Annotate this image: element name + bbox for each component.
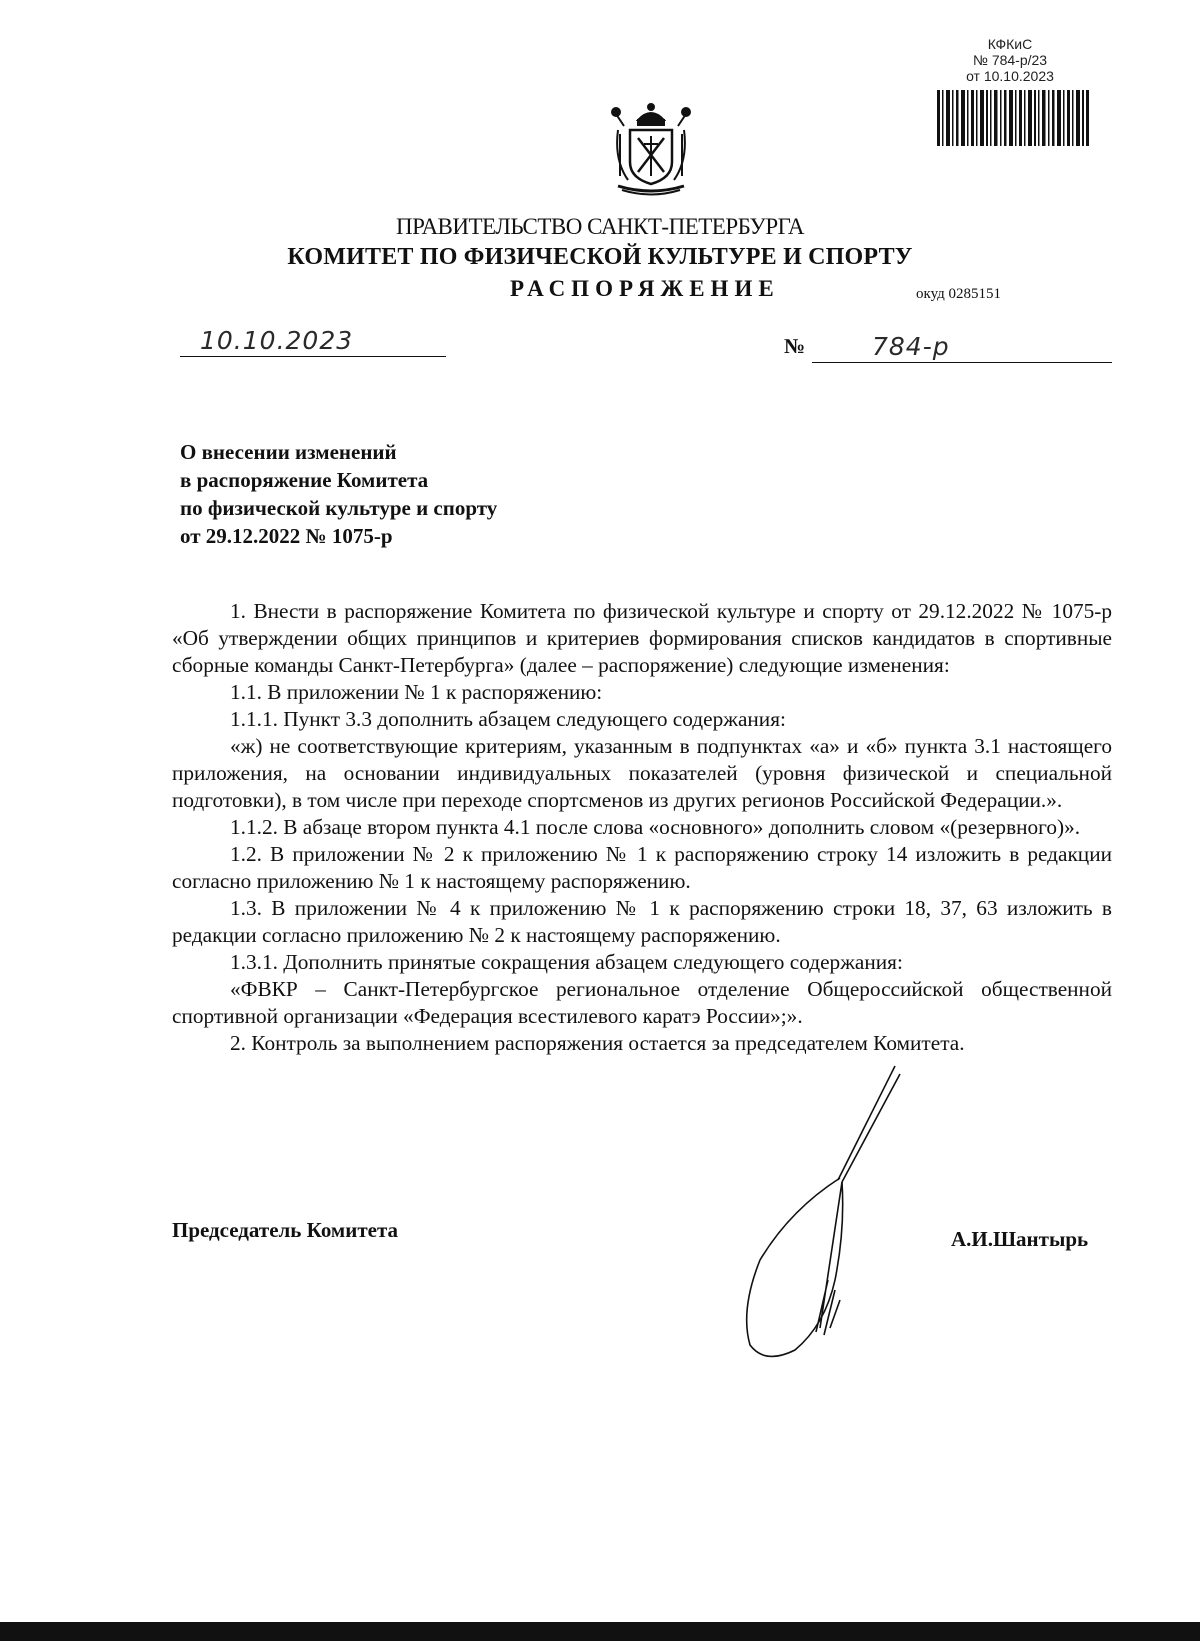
scan-border (0, 1622, 1200, 1641)
number-label: № (784, 334, 806, 358)
barcode-icon (937, 90, 1089, 146)
body-paragraph: 1. Внести в распоряжение Комитета по физической культуре и спорту от 29.12.2022 № 1075-р «Об утверждении общих принципов и критериев формирования списков кандидатов в спортивные сборные команды Санкт-Петербурга» (далее – распоряжение) следующие изменения: (172, 599, 1112, 677)
body-paragraph: 1.1.2. В абзаце втором пункта 4.1 после слова «основного» дополнить словом «(резервного)». (230, 815, 1081, 839)
body-paragraph: «ж) не соответствующие критериям, указанным в подпунктах «а» и «б» пункта 3.1 настоящего приложения, на основании индивидуальных показателей (уровня физической и специальной подготовки), в том числе при переходе спортсменов из других регионов Российской Федерации.». (172, 734, 1112, 812)
signer-title: Председатель Комитета (172, 1218, 399, 1242)
handwritten-signature-icon (720, 1060, 920, 1370)
stamp-number: № 784-р/23 (972, 52, 1048, 68)
stamp-date: от 10.10.2023 (966, 68, 1054, 84)
document-number: 784-р (872, 332, 950, 361)
body-paragraph: 1.1.1. Пункт 3.3 дополнить абзацем следующего содержания: (230, 707, 786, 731)
coat-of-arms-icon (608, 100, 694, 196)
body-paragraph: 1.3.1. Дополнить принятые сокращения абзацем следующего содержания: (230, 950, 903, 974)
body-paragraph: «ФВКР – Санкт-Петербургское региональное отделение Общероссийской общественной спортивной организации «Федерация всестилевого каратэ России»;». (172, 977, 1112, 1028)
body-paragraph: 1.2. В приложении № 2 к приложению № 1 к распоряжению строку 14 изложить в редакции согласно приложению № 1 к настоящему распоряжению. (172, 842, 1112, 893)
signer-name: А.И.Шантырь (951, 1227, 1089, 1251)
subject-line: от 29.12.2022 № 1075-р (180, 524, 393, 548)
stamp-org: КФКиС (987, 36, 1033, 52)
document-body (172, 598, 1112, 1057)
body-paragraph: 2. Контроль за выполнением распоряжения остается за председателем Комитета. (230, 1031, 965, 1055)
committee-name: КОМИТЕТ ПО ФИЗИЧЕСКОЙ КУЛЬТУРЕ И СПОРТУ (287, 244, 913, 270)
registration-stamp (930, 36, 1090, 84)
subject-line: в распоряжение Комитета (180, 468, 429, 492)
body-paragraph: 1.1. В приложении № 1 к распоряжению: (230, 680, 603, 704)
document-type: РАСПОРЯЖЕНИЕ (510, 276, 780, 301)
body-paragraph: 1.3. В приложении № 4 к приложению № 1 к распоряжению строки 18, 37, 63 изложить в редакции согласно приложению № 2 к настоящему распоряжению. (172, 896, 1112, 947)
date-underline (180, 356, 446, 357)
government-name: ПРАВИТЕЛЬСТВО САНКТ-ПЕТЕРБУРГА (395, 214, 805, 239)
document-date: 10.10.2023 (200, 326, 354, 355)
subject-line: по физической культуре и спорту (180, 496, 498, 520)
document-subject (180, 438, 497, 550)
number-underline (812, 362, 1112, 363)
okud-code: окуд 0285151 (916, 286, 1002, 302)
subject-line: О внесении изменений (180, 440, 397, 464)
